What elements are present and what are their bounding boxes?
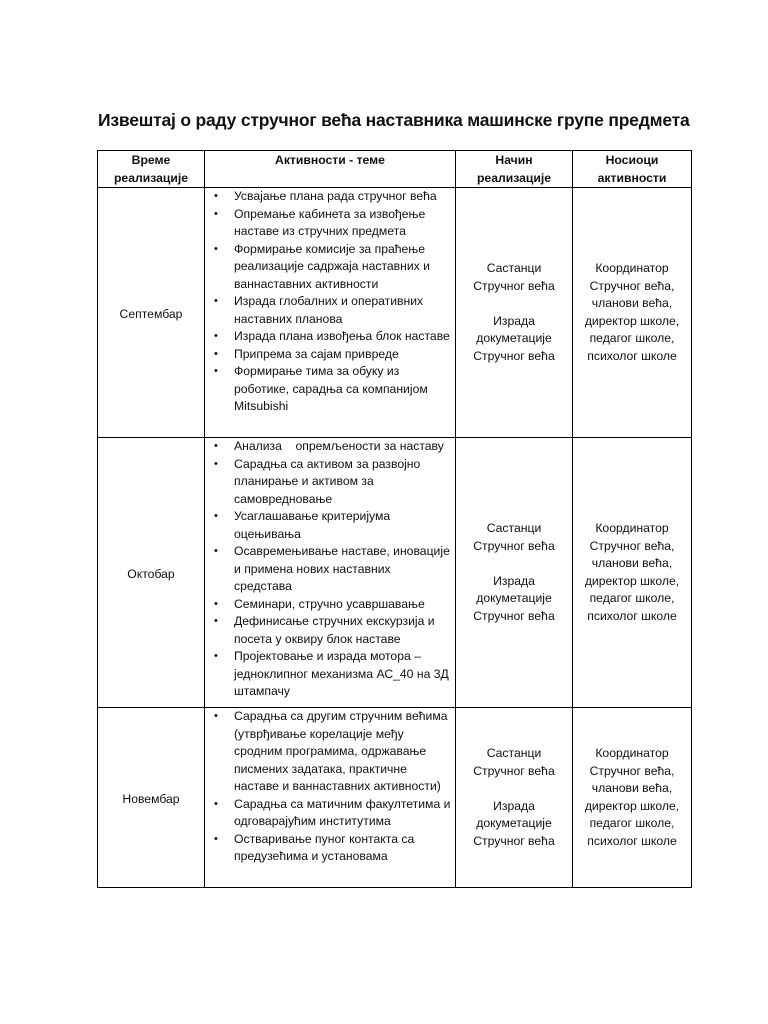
holders-cell xyxy=(573,438,692,708)
bullet-icon: • xyxy=(214,365,218,377)
method-line: Стручног већа xyxy=(473,608,555,623)
method-line: докуметације xyxy=(476,816,552,830)
list-item xyxy=(205,708,451,796)
bullet-icon: • xyxy=(214,457,218,470)
list-item xyxy=(205,796,451,831)
bullet-icon: • xyxy=(214,797,218,810)
holders-line: психолог школе xyxy=(587,608,677,623)
method-line: Стручног већа xyxy=(473,763,555,778)
holders-cell xyxy=(573,708,692,888)
method-line: докуметације xyxy=(476,331,552,345)
bullet-icon: • xyxy=(214,330,218,342)
list-item xyxy=(205,613,451,648)
holders-line: чланови већа, xyxy=(591,781,673,795)
time-cell: Септембар xyxy=(98,188,205,438)
activity-text: Остваривање пуног контакта са предузећима и установама xyxy=(234,831,415,863)
list-item xyxy=(205,206,451,241)
list-item xyxy=(205,456,451,509)
method-line: Израда xyxy=(493,798,535,813)
activities-list xyxy=(205,438,451,701)
list-item xyxy=(205,831,451,866)
holders-line: Стручног већа, xyxy=(589,278,675,293)
table-row xyxy=(98,708,692,888)
activity-text: Усвајање плана рада стручног већа xyxy=(234,189,437,203)
header-holders-line1: Носиоци xyxy=(605,153,659,167)
activity-text: Припрема за сајам привреде xyxy=(234,346,399,361)
holders-line: директор школе, xyxy=(584,313,680,328)
holders-cell xyxy=(573,188,692,438)
method-cell xyxy=(456,708,573,888)
header-time xyxy=(98,151,205,188)
method-line: Израда xyxy=(493,313,535,328)
bullet-icon: • xyxy=(214,347,218,360)
activity-text: Израда плана извођења блок наставе xyxy=(234,329,450,343)
header-method-line2: реализације xyxy=(476,170,552,185)
activity-text: Сарадња са матичним факултетима и одговарајућим институтима xyxy=(234,796,451,828)
holders-line: Координатор xyxy=(595,521,669,535)
holders-line: Координатор xyxy=(595,746,669,760)
activity-text: Израда глобалних и оперативних наставних планова xyxy=(234,294,424,326)
bullet-icon: • xyxy=(214,510,218,522)
holders-line: Координатор xyxy=(595,261,669,275)
header-holders xyxy=(573,151,692,188)
holders-line: директор школе, xyxy=(584,798,680,813)
activity-text: Сарадња са другим стручним већима (утврђивање корелације међу сродним програмима, одржавање писмених задатака, практичне наставе и ваннаставних активности) xyxy=(234,709,448,793)
method-line: Састанци xyxy=(486,746,542,760)
list-item xyxy=(205,508,451,543)
time-cell: Новембар xyxy=(98,708,205,888)
holders-line: психолог школе xyxy=(587,348,677,363)
activity-text: Формирање комисије за праћење реализације садржаја наставних и ваннаставних активности xyxy=(234,241,430,291)
holders-line: Стручног већа, xyxy=(589,763,675,778)
list-item xyxy=(205,648,451,701)
activity-text: Сарадња са активом за развојно планирање и активом за самовредновање xyxy=(234,456,421,506)
method-cell xyxy=(456,188,573,438)
list-item xyxy=(205,596,451,614)
table-row xyxy=(98,188,692,438)
list-item xyxy=(205,188,451,206)
list-item xyxy=(205,328,451,346)
bullet-icon: • xyxy=(214,190,218,202)
bullet-icon: • xyxy=(214,832,218,845)
holders-line: педагог школе, xyxy=(589,816,675,830)
activities-list xyxy=(205,708,451,866)
bullet-icon: • xyxy=(214,207,218,220)
activity-text: Дефинисање стручних екскурзија и посета у оквиру блок наставе xyxy=(234,614,435,646)
method-line: Састанци xyxy=(486,261,542,275)
activity-text: Семинари, стручно усавршавање xyxy=(234,596,425,611)
method-cell xyxy=(456,438,573,708)
bullet-icon: • xyxy=(214,440,218,452)
activity-text: Осавремењивање наставе, иновације и примена нових наставних средстава xyxy=(234,544,450,593)
activities-cell xyxy=(205,188,456,438)
header-method xyxy=(456,151,573,188)
activity-text: Анализа опремљености за наставу xyxy=(234,439,444,453)
list-item xyxy=(205,346,451,364)
method-line: докуметације xyxy=(476,591,552,605)
list-item xyxy=(205,438,451,456)
activity-text: Формирање тима за обуку из роботике, сарадња са компанијом Mitsubishi xyxy=(234,364,428,413)
table-header-row xyxy=(98,151,692,188)
header-time-line2: реализације xyxy=(113,170,189,185)
method-line: Стручног већа xyxy=(473,278,555,293)
activity-text: Пројектовање и израда мотора – једноклипног механизма АС_40 на 3Д штампачу xyxy=(234,649,449,698)
bullet-icon: • xyxy=(214,710,218,722)
page-title: Извештај о раду стручног већа наставника машинске групе предмета xyxy=(98,110,690,130)
activities-cell xyxy=(205,708,456,888)
header-holders-line2: активности xyxy=(597,170,667,185)
activity-text: Опремање кабинета за извођење наставе из стручних предмета xyxy=(234,206,426,238)
header-activities: Активности - теме xyxy=(205,151,456,188)
bullet-icon: • xyxy=(214,242,218,255)
list-item xyxy=(205,543,451,596)
table-row xyxy=(98,438,692,708)
holders-line: педагог школе, xyxy=(589,591,675,605)
list-item xyxy=(205,363,451,416)
holders-line: психолог школе xyxy=(587,833,677,848)
holders-line: чланови већа, xyxy=(591,296,673,310)
activities-cell xyxy=(205,438,456,708)
holders-line: чланови већа, xyxy=(591,556,673,570)
header-method-line1: Начин xyxy=(495,153,533,167)
method-line: Израда xyxy=(493,573,535,588)
activities-list xyxy=(205,188,451,416)
bullet-icon: • xyxy=(214,650,218,662)
header-time-line1: Време xyxy=(131,153,171,167)
method-line: Стручног већа xyxy=(473,348,555,363)
list-item xyxy=(205,293,451,328)
activities-table xyxy=(97,150,692,888)
bullet-icon: • xyxy=(214,615,218,627)
method-line: Стручног већа xyxy=(473,833,555,848)
bullet-icon: • xyxy=(214,295,218,307)
holders-line: Стручног већа, xyxy=(589,538,675,553)
holders-line: директор школе, xyxy=(584,573,680,588)
activity-text: Усаглашавање критеријума оцењивања xyxy=(234,509,391,541)
holders-line: педагог школе, xyxy=(589,331,675,345)
method-line: Састанци xyxy=(486,521,542,535)
bullet-icon: • xyxy=(214,545,218,557)
method-line: Стручног већа xyxy=(473,538,555,553)
time-cell: Октобар xyxy=(98,438,205,708)
bullet-icon: • xyxy=(214,597,218,610)
list-item xyxy=(205,241,451,294)
